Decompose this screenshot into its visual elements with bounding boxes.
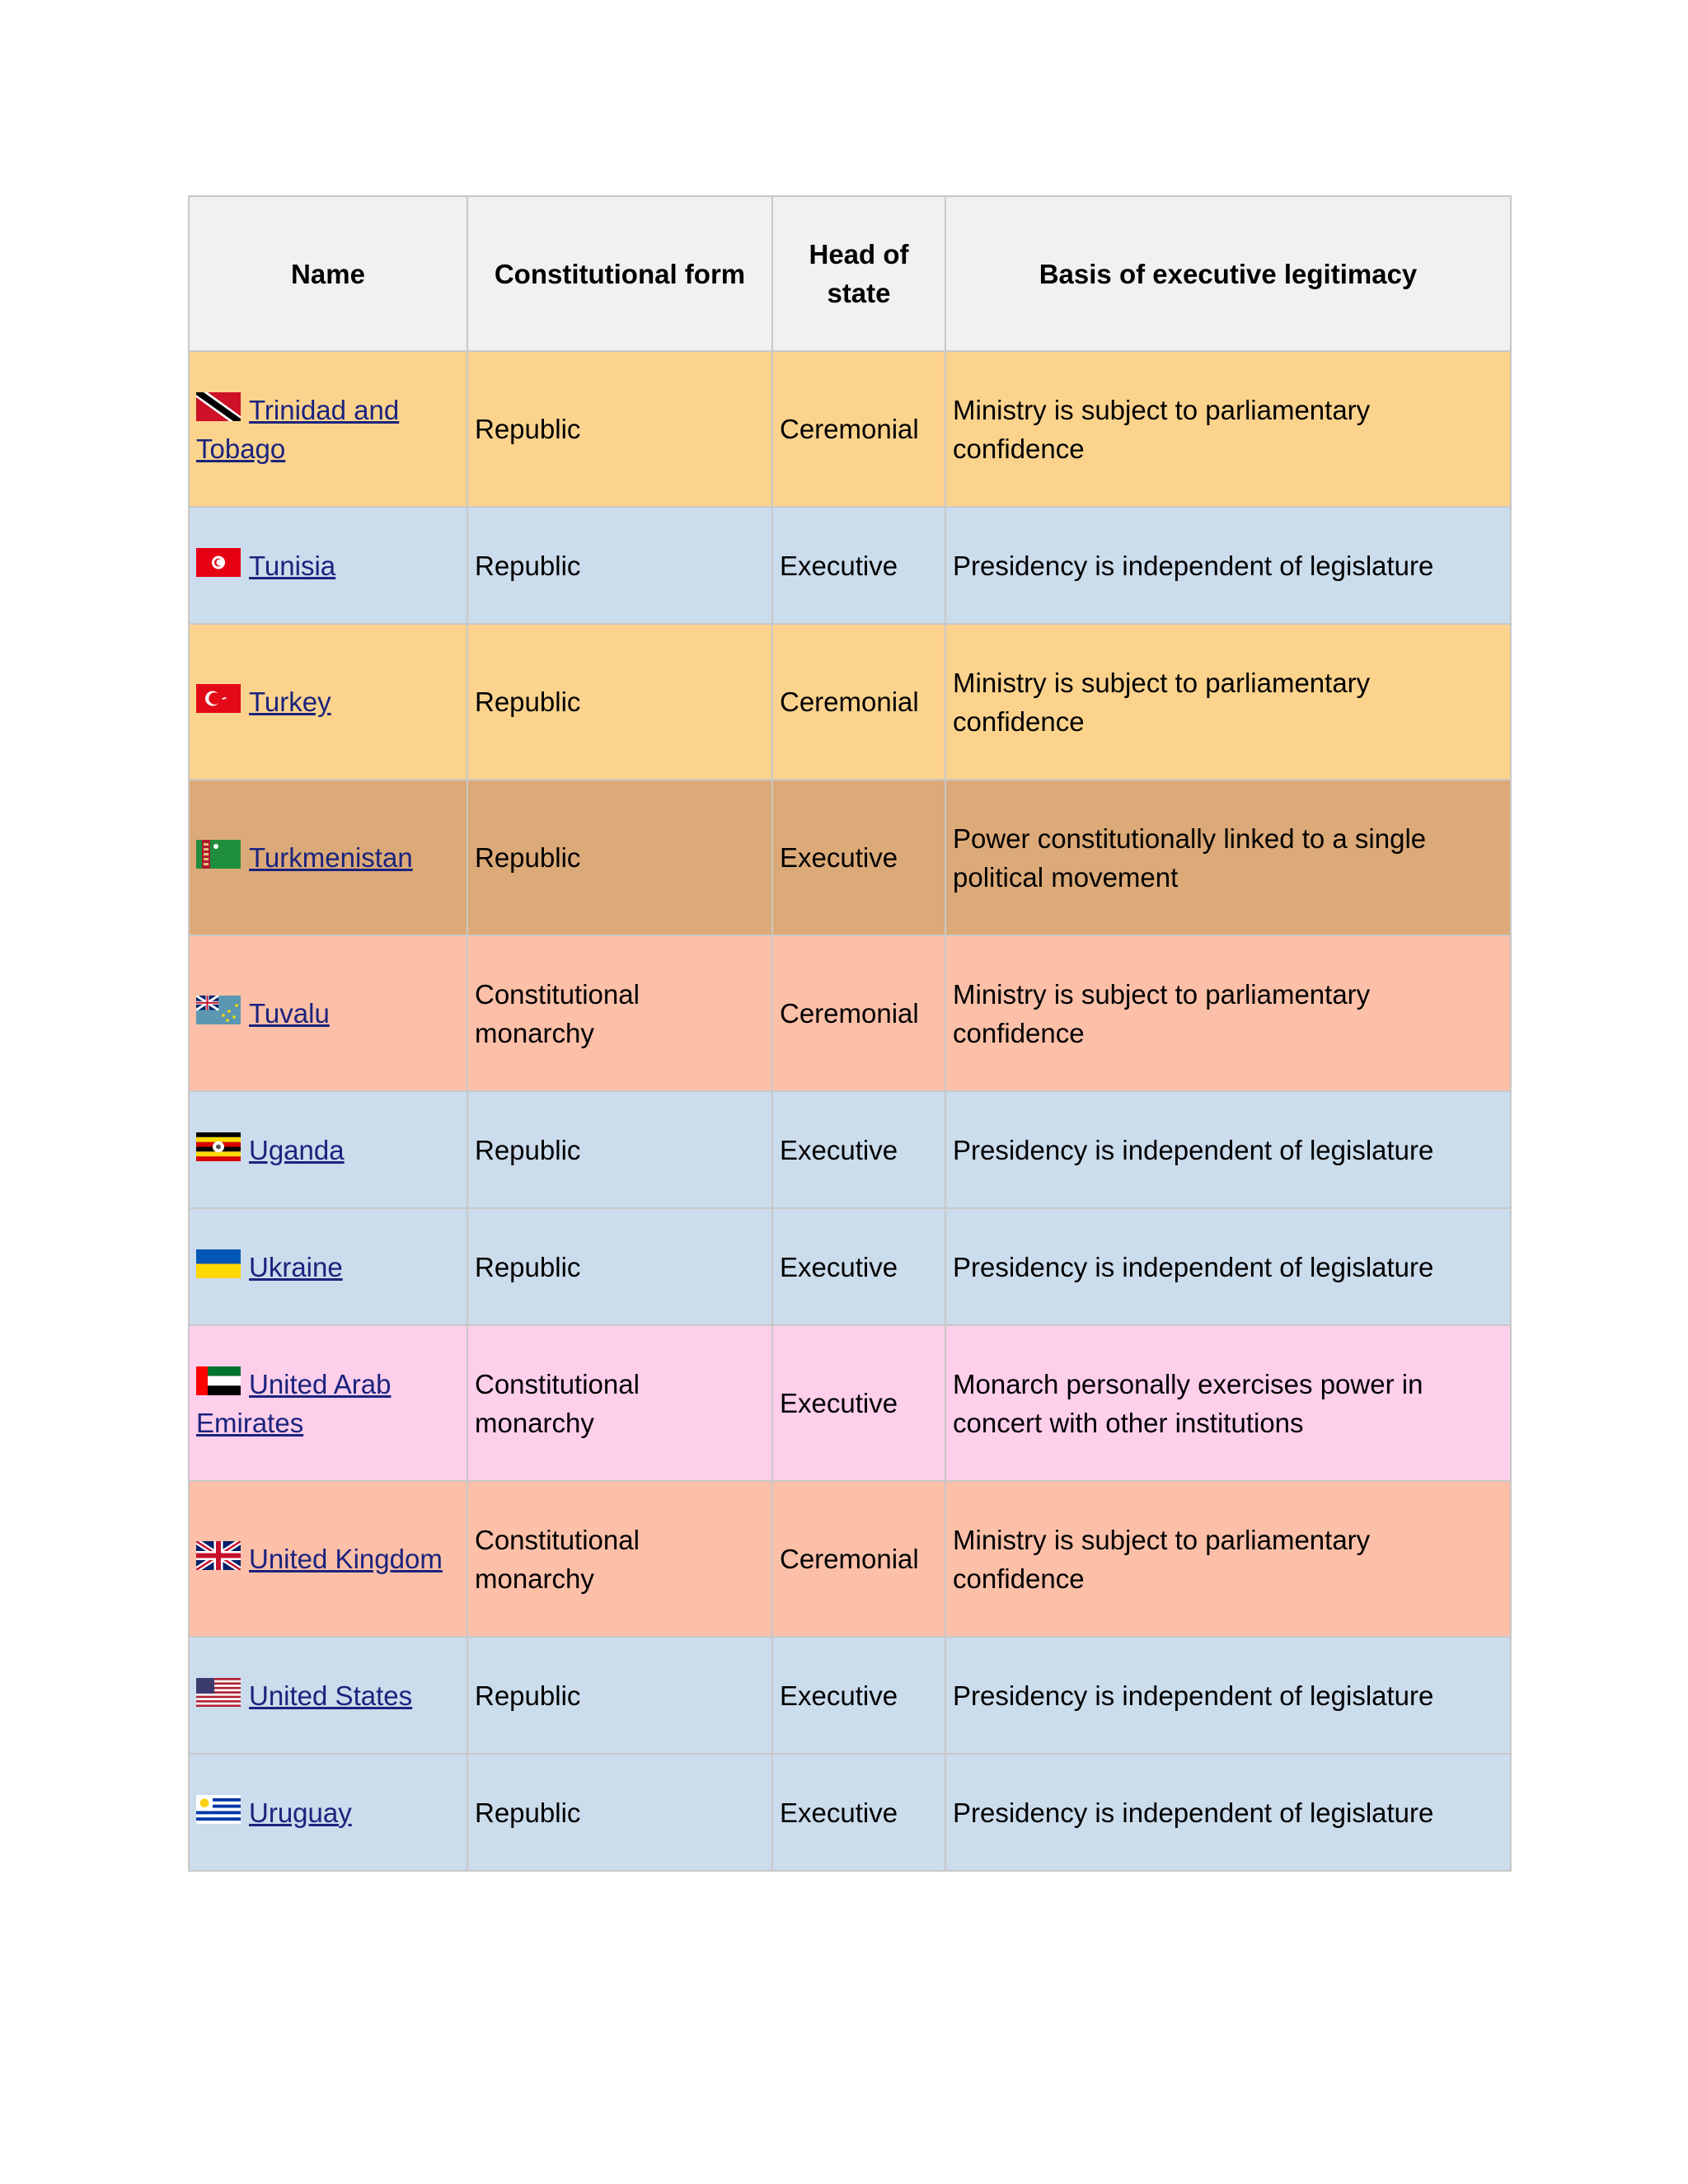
table-row <box>189 1208 1511 1325</box>
table-row <box>189 1481 1511 1637</box>
name-cell <box>189 1754 467 1871</box>
country-link[interactable]: Ukraine <box>249 1251 343 1282</box>
united-kingdom-flag-icon <box>196 1541 241 1570</box>
name-cell <box>189 624 467 780</box>
legitimacy-basis-cell: Ministry is subject to parliamentary confidence <box>945 351 1511 507</box>
header-row <box>189 196 1511 351</box>
country-link[interactable]: United Arab Emirates <box>196 1368 392 1438</box>
trinidad-and-tobago-flag-icon <box>196 392 241 421</box>
country-link[interactable]: Uruguay <box>249 1797 352 1828</box>
head-of-state-cell: Executive <box>772 1754 945 1871</box>
constitutional-form-cell: Republic <box>467 780 772 935</box>
constitutional-form-cell: Republic <box>467 1637 772 1754</box>
country-link[interactable]: Turkmenistan <box>249 842 413 873</box>
header-head-of-state: Head of state <box>772 196 945 351</box>
constitutional-form-cell: Constitutional monarchy <box>467 1481 772 1637</box>
header-basis-of-legitimacy: Basis of executive legitimacy <box>945 196 1511 351</box>
name-cell <box>189 780 467 935</box>
uruguay-flag-icon <box>196 1795 241 1824</box>
head-of-state-cell: Ceremonial <box>772 935 945 1091</box>
united-states-flag-icon <box>196 1678 241 1707</box>
country-link[interactable]: United States <box>249 1680 413 1711</box>
head-of-state-cell: Ceremonial <box>772 1481 945 1637</box>
constitutional-form-cell: Republic <box>467 1091 772 1208</box>
legitimacy-basis-cell: Presidency is independent of legislature <box>945 1637 1511 1754</box>
ukraine-flag-icon <box>196 1249 241 1278</box>
table-row <box>189 351 1511 507</box>
head-of-state-cell: Executive <box>772 1208 945 1325</box>
head-of-state-cell: Executive <box>772 780 945 935</box>
head-of-state-cell: Executive <box>772 1091 945 1208</box>
constitutional-form-cell: Constitutional monarchy <box>467 935 772 1091</box>
country-link[interactable]: Uganda <box>249 1134 345 1165</box>
table-row <box>189 1325 1511 1481</box>
name-cell <box>189 1481 467 1637</box>
name-cell <box>189 351 467 507</box>
head-of-state-cell: Ceremonial <box>772 624 945 780</box>
legitimacy-basis-cell: Presidency is independent of legislature <box>945 507 1511 624</box>
name-cell <box>189 1325 467 1481</box>
country-link[interactable]: Trinidad and Tobago <box>196 394 400 464</box>
table-row <box>189 1754 1511 1871</box>
table-row <box>189 624 1511 780</box>
legitimacy-basis-cell: Ministry is subject to parliamentary confidence <box>945 624 1511 780</box>
head-of-state-cell: Executive <box>772 507 945 624</box>
tuvalu-flag-icon <box>196 996 241 1024</box>
legitimacy-basis-cell: Presidency is independent of legislature <box>945 1754 1511 1871</box>
government-table <box>188 195 1512 1872</box>
constitutional-form-cell: Republic <box>467 1208 772 1325</box>
country-link[interactable]: United Kingdom <box>249 1544 443 1574</box>
constitutional-form-cell: Republic <box>467 351 772 507</box>
header-name: Name <box>189 196 467 351</box>
legitimacy-basis-cell: Power constitutionally linked to a single political movement <box>945 780 1511 935</box>
constitutional-form-cell: Republic <box>467 624 772 780</box>
legitimacy-basis-cell: Monarch personally exercises power in concert with other institutions <box>945 1325 1511 1481</box>
head-of-state-cell: Executive <box>772 1637 945 1754</box>
turkey-flag-icon <box>196 684 241 713</box>
constitutional-form-cell: Republic <box>467 507 772 624</box>
name-cell <box>189 1091 467 1208</box>
name-cell <box>189 935 467 1091</box>
legitimacy-basis-cell: Presidency is independent of legislature <box>945 1208 1511 1325</box>
table-row <box>189 1637 1511 1754</box>
name-cell <box>189 1637 467 1754</box>
legitimacy-basis-cell: Ministry is subject to parliamentary confidence <box>945 1481 1511 1637</box>
header-constitutional-form: Constitutional form <box>467 196 772 351</box>
turkmenistan-flag-icon <box>196 840 241 869</box>
head-of-state-cell: Ceremonial <box>772 351 945 507</box>
legitimacy-basis-cell: Ministry is subject to parliamentary confidence <box>945 935 1511 1091</box>
country-link[interactable]: Tuvalu <box>249 998 330 1029</box>
head-of-state-cell: Executive <box>772 1325 945 1481</box>
uganda-flag-icon <box>196 1132 241 1161</box>
uae-flag-icon <box>196 1366 241 1395</box>
constitutional-form-cell: Republic <box>467 1754 772 1871</box>
table-row <box>189 507 1511 624</box>
table-row <box>189 780 1511 935</box>
tunisia-flag-icon <box>196 548 241 577</box>
table-row <box>189 1091 1511 1208</box>
name-cell <box>189 507 467 624</box>
name-cell <box>189 1208 467 1325</box>
country-link[interactable]: Turkey <box>249 687 331 717</box>
legitimacy-basis-cell: Presidency is independent of legislature <box>945 1091 1511 1208</box>
table-row <box>189 935 1511 1091</box>
country-link[interactable]: Tunisia <box>249 550 336 581</box>
constitutional-form-cell: Constitutional monarchy <box>467 1325 772 1481</box>
